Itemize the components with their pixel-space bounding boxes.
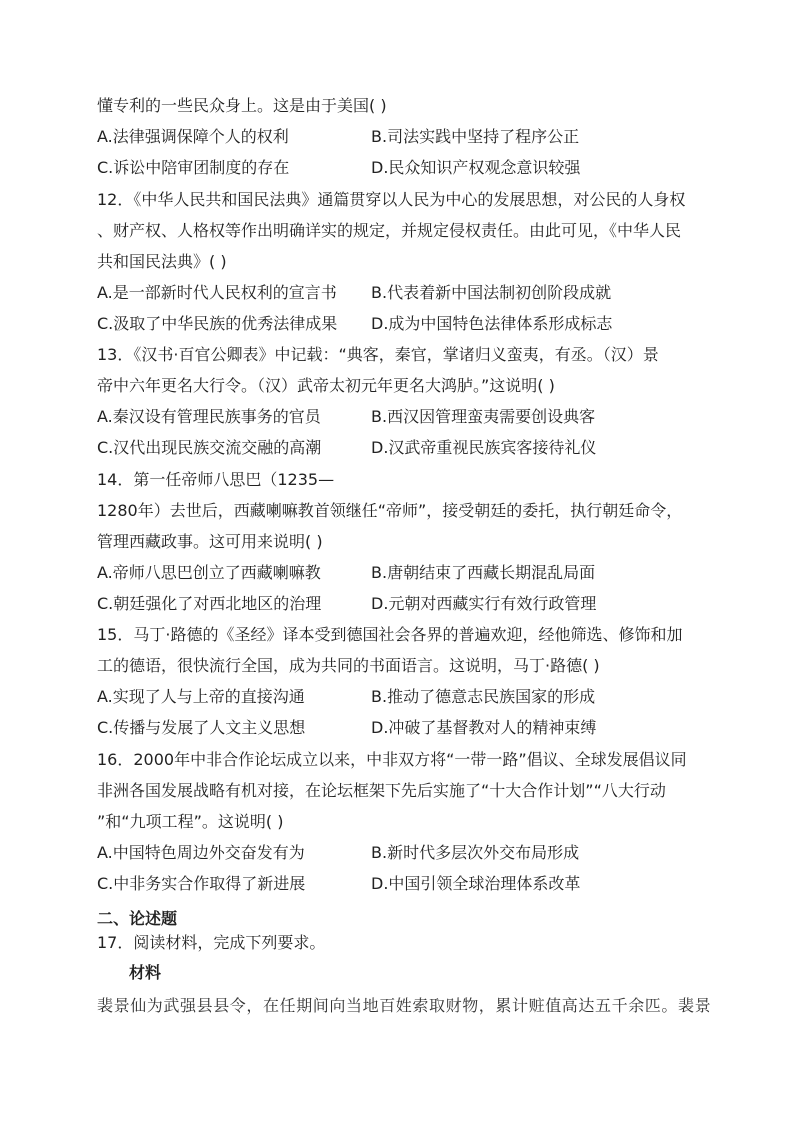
q17-prompt: 17．阅读材料，完成下列要求。 (97, 933, 326, 952)
section-title-essay: 二、论述题 (97, 909, 178, 928)
q16-line-3: ”和“九项工程”。这说明( ) (97, 812, 284, 831)
q16-line-1: 16．2000年中非合作论坛成立以来，中非双方将“一带一路”倡议、全球发展倡议同 (97, 750, 687, 769)
q16-option-b: B.新时代多层次外交布局形成 (371, 843, 580, 862)
q16-line-2: 非洲各国发展战略有机对接，在论坛框架下先后实施了“十大合作计划”“八大行动 (97, 781, 666, 800)
q12-option-b: B.代表着新中国法制初创阶段成就 (371, 283, 612, 302)
q12-option-d: D.成为中国特色法律体系形成标志 (371, 314, 613, 333)
q11-option-a: A.法律强调保障个人的权利 (97, 127, 289, 146)
q15-option-c: C.传播与发展了人文主义思想 (97, 718, 306, 737)
q15-option-b: B.推动了德意志民族国家的形成 (371, 687, 596, 706)
q14-option-a: A.帝师八思巴创立了西藏喇嘛教 (97, 563, 321, 582)
q14-line-1: 14．第一任帝师八思巴（1235— (97, 470, 335, 489)
q12-option-a: A.是一部新时代人民权利的宣言书 (97, 283, 337, 302)
q12-line-2: 、财产权、人格权等作出明确详实的规定，并规定侵权责任。由此可见，《中华人民 (97, 221, 682, 240)
q12-option-c: C.汲取了中华民族的优秀法律成果 (97, 314, 338, 333)
q13-option-c: C.汉代出现民族交流交融的高潮 (97, 438, 322, 457)
q15-line-1: 15．马丁·路德的《圣经》译本受到德国社会各界的普遍欢迎，经他筛选、修饰和加 (97, 625, 683, 644)
q11-option-b: B.司法实践中坚持了程序公正 (371, 127, 580, 146)
q15-option-d: D.冲破了基督教对人的精神束缚 (371, 718, 597, 737)
q16-option-d: D.中国引领全球治理体系改革 (371, 874, 581, 893)
q11-option-c: C.诉讼中陪审团制度的存在 (97, 158, 290, 177)
q15-line-2: 工的德语，很快流行全国，成为共同的书面语言。这说明，马丁·路德( ) (97, 656, 600, 675)
q14-line-3: 管理西藏政事。这可用来说明( ) (97, 532, 323, 551)
q14-option-b: B.唐朝结束了西藏长期混乱局面 (371, 563, 596, 582)
q14-option-c: C.朝廷强化了对西北地区的治理 (97, 594, 322, 613)
q14-option-d: D.元朝对西藏实行有效行政管理 (371, 594, 597, 613)
q11-tail: 懂专利的一些民众身上。这是由于美国( ) (97, 96, 387, 115)
q12-line-1: 12．《中华人民共和国民法典》通篇贯穿以人民为中心的发展思想，对公民的人身权 (97, 190, 686, 209)
q14-line-2: 1280年）去世后，西藏喇嘛教首领继任“帝师”，接受朝廷的委托，执行朝廷命令， (97, 501, 683, 520)
q16-option-a: A.中国特色周边外交奋发有为 (97, 843, 305, 862)
q13-option-b: B.西汉因管理蛮夷需要创设典客 (371, 407, 596, 426)
q11-option-d: D.民众知识产权观念意识较强 (371, 158, 581, 177)
q12-line-3: 共和国民法典》( ) (97, 252, 227, 271)
material-text: 裴景仙为武强县县令，在任期间向当地百姓索取财物，累计赃值高达五千余匹。裴景 (97, 996, 712, 1015)
q16-option-c: C.中非务实合作取得了新进展 (97, 874, 306, 893)
q13-line-2: 帝中六年更名大行令。（汉）武帝太初元年更名大鸿胪。”这说明( ) (97, 376, 555, 395)
q13-option-d: D.汉武帝重视民族宾客接待礼仪 (371, 438, 597, 457)
q13-option-a: A.秦汉设有管理民族事务的官员 (97, 407, 321, 426)
q15-option-a: A.实现了人与上帝的直接沟通 (97, 687, 305, 706)
q13-line-1: 13．《汉书·百官公卿表》中记载：“典客，秦官，掌诸归义蛮夷，有丞。（汉）景 (97, 345, 659, 364)
material-title: 材料 (129, 963, 162, 982)
